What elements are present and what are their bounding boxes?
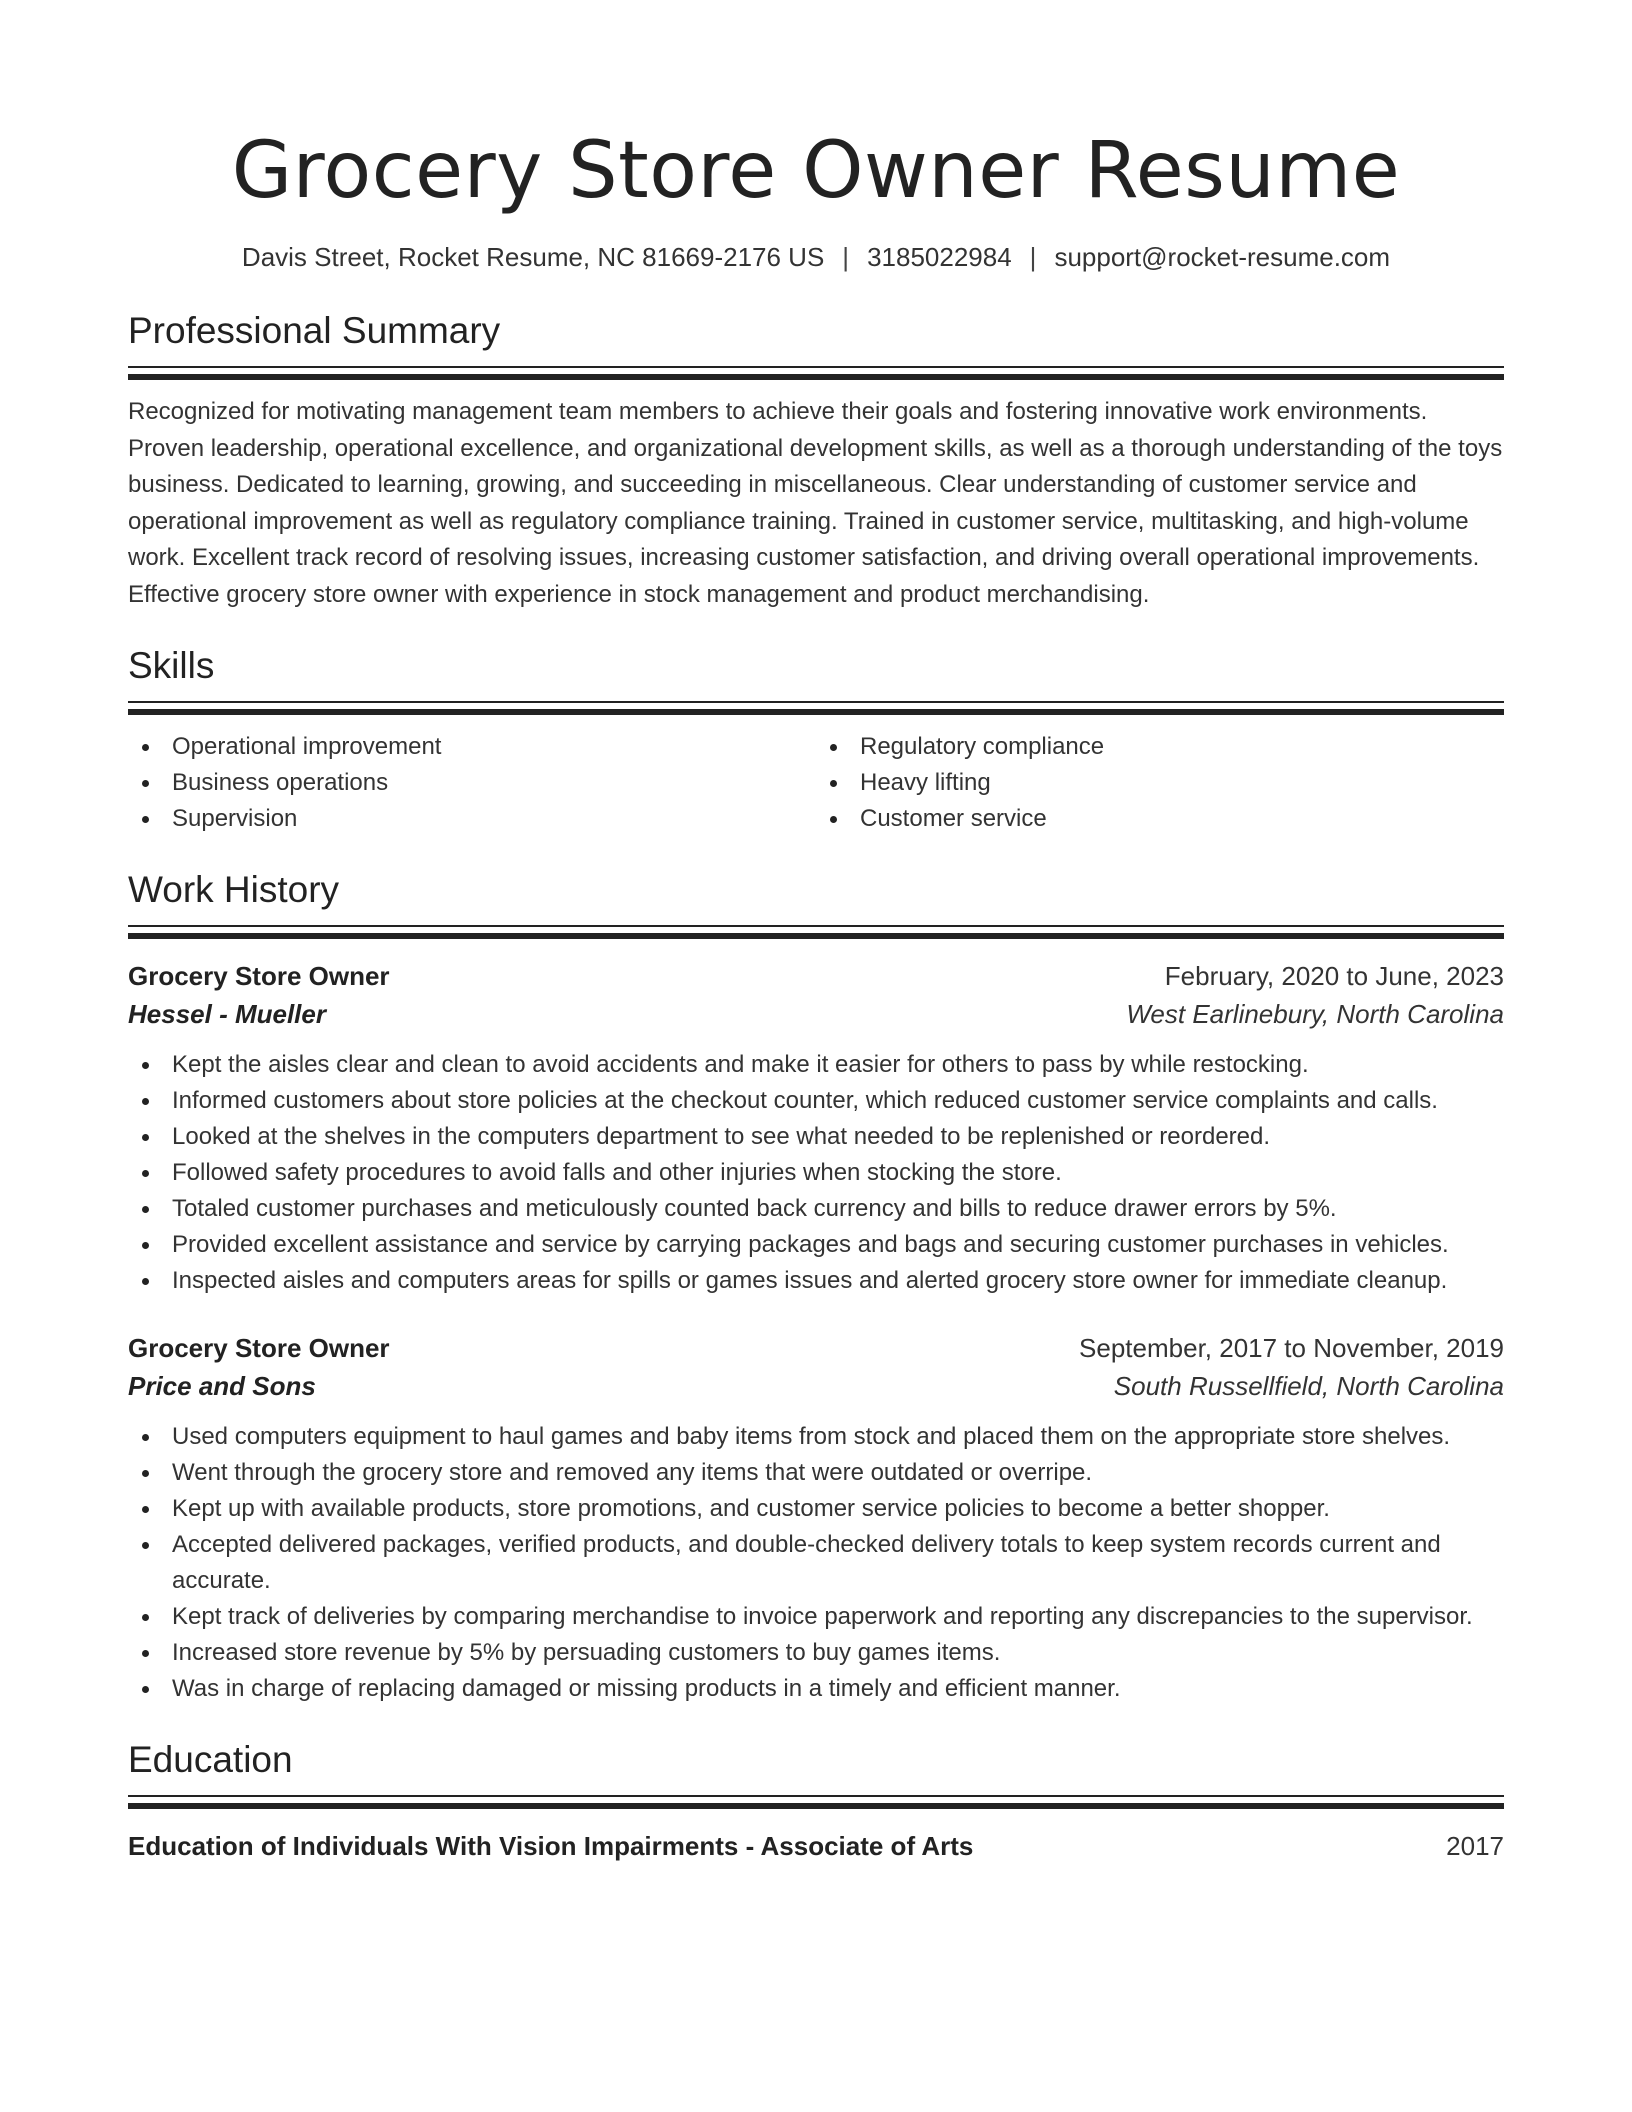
- resume-title: Grocery Store Owner Resume: [231, 126, 1401, 216]
- job-bullet: Accepted delivered packages, verified products, and double-checked delivery totals to keep system records current and accurate.: [128, 1527, 1504, 1599]
- education-header: [128, 1827, 1504, 1865]
- contact-separator: |: [842, 242, 850, 272]
- job-bullet: Totaled customer purchases and meticulously counted back currency and bills to reduce drawer errors by 5%.: [128, 1191, 1504, 1227]
- section-rule-thick: [128, 374, 1504, 380]
- section-rule: [128, 366, 1504, 368]
- resume-page: [128, 0, 1504, 1865]
- job-title: Grocery Store Owner: [128, 961, 390, 991]
- section-title-work: Work History: [128, 869, 340, 910]
- job-dates: February, 2020 to June, 2023: [1164, 961, 1504, 991]
- summary-text: Recognized for motivating management team members to achieve their goals and fostering innovative work environments. Proven leadership, operational excellence, and organizational development skills, as well as a thorough understanding of the toys business. Dedicated to learning, growing, and succeeding in miscellaneous. Clear understanding of customer service and operational improvement as well as regulatory compliance training. Trained in customer service, multitasking, and high-volume work. Excellent track record of resolving issues, increasing customer satisfaction, and driving overall operational improvements. Effective grocery store owner with experience in stock management and product merchandising.: [128, 398, 1503, 608]
- skills-column-left: [128, 729, 816, 837]
- contact-phone: 3185022984: [867, 242, 1012, 272]
- skill-item: Operational improvement: [128, 729, 816, 765]
- education-degree: Education of Individuals With Vision Impairments - Associate of Arts: [128, 1831, 974, 1861]
- summary-section: [128, 308, 1504, 613]
- skills-column-right: [816, 729, 1504, 837]
- skill-item: Supervision: [128, 801, 816, 837]
- contact-separator: |: [1029, 242, 1037, 272]
- job-company: Hessel - Mueller: [128, 999, 326, 1029]
- contact-address: Davis Street, Rocket Resume, NC 81669-2176 US: [241, 242, 825, 272]
- job-location: South Russellfield, North Carolina: [1113, 1371, 1504, 1401]
- section-title-education: Education: [128, 1739, 293, 1780]
- job-header: [128, 957, 1504, 995]
- section-rule-thick: [128, 709, 1504, 715]
- section-title-skills: Skills: [128, 645, 215, 686]
- section-rule-thick: [128, 1803, 1504, 1809]
- job-bullet: Followed safety procedures to avoid falls and other injuries when stocking the store.: [128, 1155, 1504, 1191]
- skill-item: Business operations: [128, 765, 816, 801]
- job-bullet: Looked at the shelves in the computers department to see what needed to be replenished or reordered.: [128, 1119, 1504, 1155]
- skill-item: Heavy lifting: [816, 765, 1504, 801]
- job-header: [128, 1329, 1504, 1367]
- job-subheader: [128, 1367, 1504, 1405]
- skill-item: Regulatory compliance: [816, 729, 1504, 765]
- job-bullet: Kept track of deliveries by comparing merchandise to invoice paperwork and reporting any discrepancies to the supervisor.: [128, 1599, 1504, 1635]
- work-section: [128, 867, 1504, 1707]
- section-rule: [128, 1795, 1504, 1797]
- job-bullet: Inspected aisles and computers areas for spills or games issues and alerted grocery store owner for immediate cleanup.: [128, 1263, 1504, 1299]
- skills-list: [128, 729, 1504, 837]
- job-bullet: Went through the grocery store and removed any items that were outdated or overripe.: [128, 1455, 1504, 1491]
- job-bullets: [128, 1047, 1504, 1299]
- section-rule: [128, 925, 1504, 927]
- job-bullets: [128, 1419, 1504, 1707]
- job-title: Grocery Store Owner: [128, 1333, 390, 1363]
- job-company: Price and Sons: [128, 1371, 316, 1401]
- job-entry: [128, 957, 1504, 1299]
- education-section: [128, 1737, 1504, 1865]
- section-rule-thick: [128, 933, 1504, 939]
- education-year: 2017: [1446, 1831, 1504, 1861]
- section-title-summary: Professional Summary: [128, 310, 501, 351]
- contact-email: support@rocket-resume.com: [1054, 242, 1391, 272]
- section-rule: [128, 701, 1504, 703]
- job-location: West Earlinebury, North Carolina: [1126, 999, 1504, 1029]
- job-bullet: Provided excellent assistance and service by carrying packages and bags and securing customer purchases in vehicles.: [128, 1227, 1504, 1263]
- contact-line: [128, 240, 1504, 274]
- skill-item: Customer service: [816, 801, 1504, 837]
- job-bullet: Used computers equipment to haul games and baby items from stock and placed them on the appropriate store shelves.: [128, 1419, 1504, 1455]
- skills-section: [128, 643, 1504, 837]
- job-bullet: Informed customers about store policies at the checkout counter, which reduced customer service complaints and calls.: [128, 1083, 1504, 1119]
- job-dates: September, 2017 to November, 2019: [1079, 1333, 1504, 1363]
- job-bullet: Increased store revenue by 5% by persuading customers to buy games items.: [128, 1635, 1504, 1671]
- job-entry: [128, 1329, 1504, 1707]
- job-subheader: [128, 995, 1504, 1033]
- job-bullet: Kept up with available products, store promotions, and customer service policies to become a better shopper.: [128, 1491, 1504, 1527]
- job-bullet: Was in charge of replacing damaged or missing products in a timely and efficient manner.: [128, 1671, 1504, 1707]
- job-bullet: Kept the aisles clear and clean to avoid accidents and make it easier for others to pass by while restocking.: [128, 1047, 1504, 1083]
